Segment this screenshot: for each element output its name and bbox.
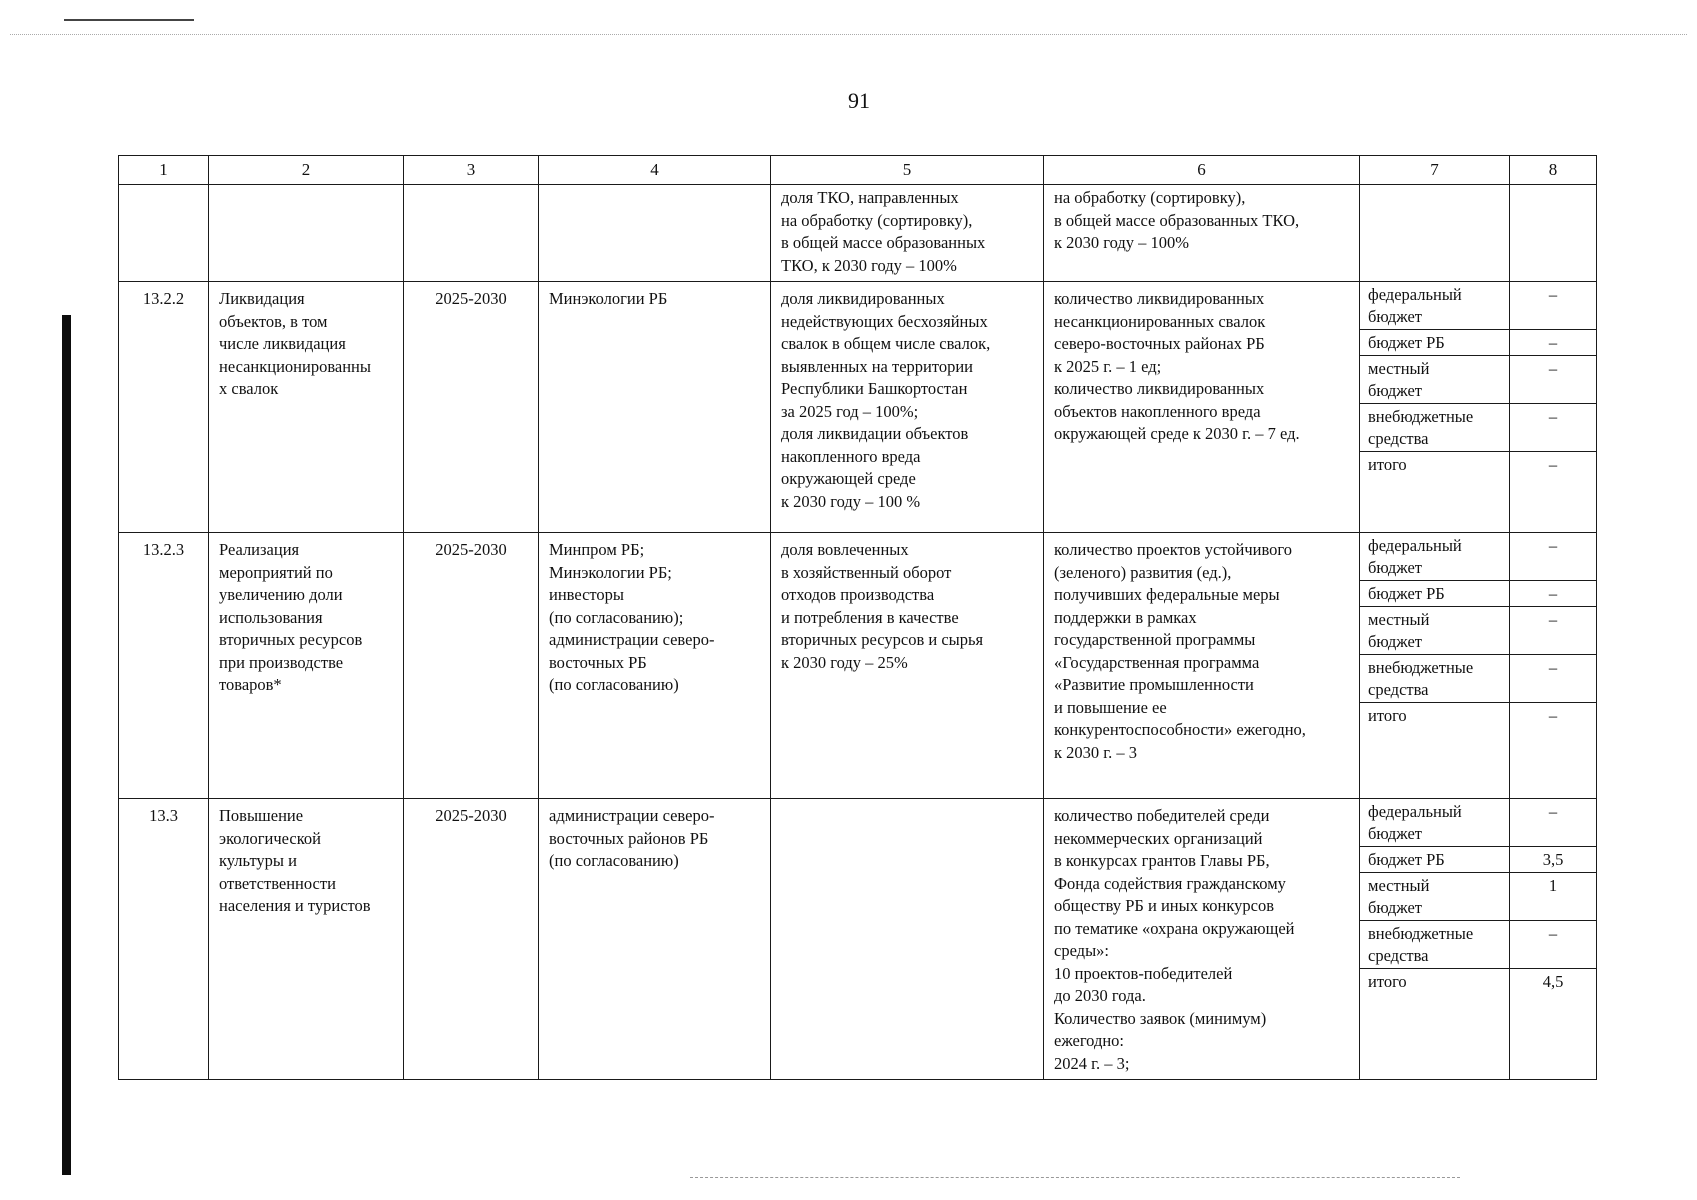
row-name: Ликвидация объектов, в том числе ликвидация несанкционированны х свалок <box>209 282 404 533</box>
amount-value: – <box>1510 607 1596 655</box>
row-executor: Минэкологии РБ <box>539 282 771 533</box>
header-col-3: 3 <box>404 156 539 185</box>
header-col-5: 5 <box>771 156 1044 185</box>
amount-value: – <box>1510 356 1596 404</box>
row-name: Повышение экологической культуры и ответственности населения и туристов <box>209 799 404 1080</box>
continuation-result: на обработку (сортировку), в общей массе образованных ТКО, к 2030 году – 100% <box>1044 185 1360 282</box>
header-col-2: 2 <box>209 156 404 185</box>
header-col-7: 7 <box>1360 156 1510 185</box>
table-row <box>119 799 1597 1080</box>
source-label: бюджет РБ <box>1360 330 1509 356</box>
row-executor: Минпром РБ; Минэкологии РБ; инвесторы (по согласованию); администрации северо- восточных РБ (по согласованию) <box>539 533 771 799</box>
row-number: 13.2.2 <box>119 282 209 533</box>
row-indicator: доля вовлеченных в хозяйственный оборот отходов производства и потребления в качестве вторичных ресурсов и сырья к 2030 году – 25% <box>771 533 1044 799</box>
table-row <box>119 533 1597 799</box>
row-result: количество проектов устойчивого (зеленого) развития (ед.), получивших федеральные меры поддержки в рамках государственной программы «Государственная программа «Развитие промышленности и повышение ее конкурентоспособности» ежегодно, к 2030 г. – 3 <box>1044 533 1360 799</box>
source-label: федеральный бюджет <box>1360 282 1509 330</box>
funding-amounts <box>1510 799 1597 1080</box>
row-period: 2025-2030 <box>404 533 539 799</box>
page-number: 91 <box>848 88 870 113</box>
row-period: 2025-2030 <box>404 799 539 1080</box>
scan-artifact-top-line <box>64 19 194 21</box>
source-label: итого <box>1368 455 1407 474</box>
scan-artifact-bottom-dots <box>690 1177 1460 1178</box>
amount-value: – <box>1510 655 1596 703</box>
source-label: итого <box>1368 972 1407 991</box>
program-table <box>118 155 1597 1080</box>
amount-value: 1 <box>1510 873 1596 921</box>
header-col-1: 1 <box>119 156 209 185</box>
header-col-6: 6 <box>1044 156 1360 185</box>
source-label: местный бюджет <box>1360 356 1509 404</box>
header-col-4: 4 <box>539 156 771 185</box>
row-indicator <box>771 799 1044 1080</box>
amount-value: – <box>1548 455 1558 474</box>
source-label: федеральный бюджет <box>1360 533 1509 581</box>
funding-amounts <box>1510 533 1597 799</box>
funding-sources <box>1360 533 1510 799</box>
source-label: местный бюджет <box>1360 607 1509 655</box>
row-result: количество победителей среди некоммерческих организаций в конкурсах грантов Главы РБ, Фонда содействия гражданскому обществу РБ и иных конкурсов по тематике «охрана окружающей среды»: 10 проектов-победителей до 2030 года. Количество заявок (минимум) ежегодно: 2024 г. – 3; <box>1044 799 1360 1080</box>
continuation-row <box>119 185 1597 282</box>
source-label: бюджет РБ <box>1360 847 1509 873</box>
source-label: итого <box>1368 706 1407 725</box>
source-label: внебюджетные средства <box>1360 404 1509 452</box>
amount-value: – <box>1510 799 1596 847</box>
row-indicator: доля ликвидированных недействующих бесхозяйных свалок в общем числе свалок, выявленных на территории Республики Башкортостан за 2025 год – 100%; доля ликвидации объектов накопленного вреда окружающей среде к 2030 году – 100 % <box>771 282 1044 533</box>
header-col-8: 8 <box>1510 156 1597 185</box>
row-period: 2025-2030 <box>404 282 539 533</box>
amount-value: – <box>1548 706 1558 725</box>
source-label: федеральный бюджет <box>1360 799 1509 847</box>
continuation-indicator: доля ТКО, направленных на обработку (сортировку), в общей массе образованных ТКО, к 2030 году – 100% <box>771 185 1044 282</box>
source-label: внебюджетные средства <box>1360 921 1509 969</box>
row-name: Реализация мероприятий по увеличению доли использования вторичных ресурсов при производстве товаров* <box>209 533 404 799</box>
row-result: количество ликвидированных несанкционированных свалок северо-восточных районах РБ к 2025 г. – 1 ед; количество ликвидированных объектов накопленного вреда окружающей среде к 2030 г. – 7 ед. <box>1044 282 1360 533</box>
row-executor: администрации северо- восточных районов РБ (по согласованию) <box>539 799 771 1080</box>
header-row <box>119 156 1597 185</box>
amount-value: – <box>1510 330 1596 356</box>
scan-artifact-left-bar <box>62 315 71 1175</box>
source-label: внебюджетные средства <box>1360 655 1509 703</box>
amount-value: 3,5 <box>1510 847 1596 873</box>
amount-value: – <box>1510 404 1596 452</box>
amount-value: – <box>1510 921 1596 969</box>
source-label: бюджет РБ <box>1360 581 1509 607</box>
row-number: 13.2.3 <box>119 533 209 799</box>
source-label: местный бюджет <box>1360 873 1509 921</box>
amount-value: – <box>1510 533 1596 581</box>
table-row <box>119 282 1597 533</box>
funding-sources <box>1360 282 1510 533</box>
funding-amounts <box>1510 282 1597 533</box>
row-number: 13.3 <box>119 799 209 1080</box>
amount-value: – <box>1510 581 1596 607</box>
funding-sources <box>1360 799 1510 1080</box>
amount-value: – <box>1510 282 1596 330</box>
amount-value: 4,5 <box>1542 972 1564 991</box>
scan-artifact-top-dots <box>10 34 1687 35</box>
